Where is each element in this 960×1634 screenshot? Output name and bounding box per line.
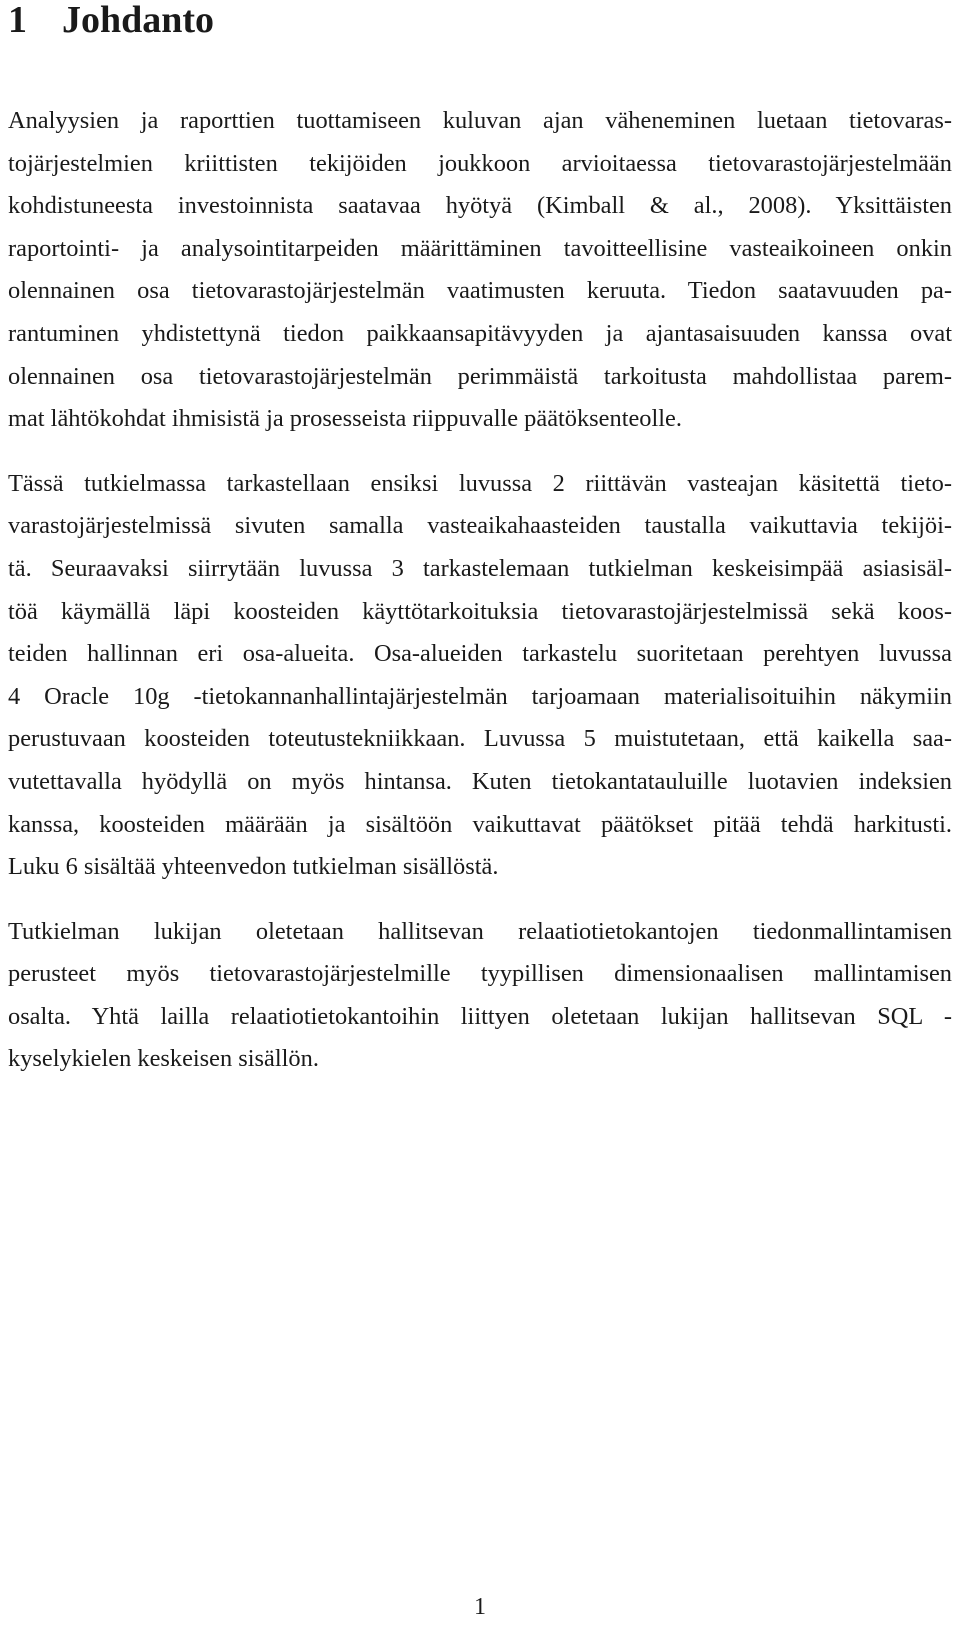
text-line: rantuminen yhdistettynä tiedon paikkaansapitävyyden ja ajantasaisuuden kanssa ovat xyxy=(8,319,952,347)
text-line: vutettavalla hyödyllä on myös hintansa. Kuten tietokantatauluille luotavien indeksien xyxy=(8,767,952,795)
document-page xyxy=(8,0,952,1081)
text-line: raportointi- ja analysointitarpeiden määrittäminen tavoitteellisine vasteaikoineen onkin xyxy=(8,234,952,262)
text-line: perusteet myös tietovarastojärjestelmille tyypillisen dimensionaalisen mallintamisen xyxy=(8,960,952,988)
text-line: osalta. Yhtä lailla relaatiotietokantoihin liittyen oletetaan lukijan hallitsevan SQL - xyxy=(8,1002,952,1030)
text-line: teiden hallinnan eri osa-alueita. Osa-alueiden tarkastelu suoritetaan perehtyen luvussa xyxy=(8,640,952,668)
text-line: kanssa, koosteiden määrään ja sisältöön vaikuttavat päätökset pitää tehdä harkitusti. xyxy=(8,810,952,838)
text-line: tä. Seuraavaksi siirrytään luvussa 3 tarkastelemaan tutkielman keskeisimpää asiasisäl- xyxy=(8,554,952,582)
paragraph-1 xyxy=(8,100,952,441)
chapter-title: Johdanto xyxy=(62,0,215,41)
text-line: töä käymällä läpi koosteiden käyttötarkoituksia tietovarastojärjestelmissä sekä koos- xyxy=(8,597,952,625)
text-line: olennainen osa tietovarastojärjestelmän vaatimusten keruuta. Tiedon saatavuuden pa- xyxy=(8,277,952,305)
text-line: perustuvaan koosteiden toteutustekniikkaan. Luvussa 5 muistutetaan, että kaikella saa- xyxy=(8,725,952,753)
paragraph-2 xyxy=(8,463,952,889)
paragraph-3 xyxy=(8,911,952,1081)
text-line: Tässä tutkielmassa tarkastellaan ensiksi luvussa 2 riittävän vasteajan käsitettä tieto- xyxy=(8,469,952,497)
chapter-number: 1 xyxy=(8,0,27,41)
text-line: olennainen osa tietovarastojärjestelmän perimmäistä tarkoitusta mahdollistaa parem- xyxy=(8,362,952,390)
text-line: varastojärjestelmissä sivuten samalla vasteaikahaasteiden taustalla vaikuttavia tekijöi- xyxy=(8,512,952,540)
text-line: kyselykielen keskeisen sisällön. xyxy=(8,1045,319,1073)
text-line: Luku 6 sisältää yhteenvedon tutkielman sisällöstä. xyxy=(8,853,499,881)
text-line: tojärjestelmien kriittisten tekijöiden joukkoon arvioitaessa tietovarastojärjestelmään xyxy=(8,149,952,177)
text-line: Analyysien ja raporttien tuottamiseen kuluvan ajan väheneminen luetaan tietovaras- xyxy=(8,107,952,134)
page-number: 1 xyxy=(474,1594,486,1620)
text-line: mat lähtökohdat ihmisistä ja prosesseista riippuvalle päätöksenteolle. xyxy=(8,405,682,433)
text-line: kohdistuneesta investoinnista saatavaa hyötyä (Kimball & al., 2008). Yksittäisten xyxy=(8,192,952,220)
text-line: 4 Oracle 10g -tietokannanhallintajärjestelmän tarjoamaan materialisoituihin näkymiin xyxy=(8,682,952,710)
text-line: Tutkielman lukijan oletetaan hallitsevan relaatiotietokantojen tiedonmallintamisen xyxy=(8,917,952,945)
chapter-heading xyxy=(8,0,952,40)
